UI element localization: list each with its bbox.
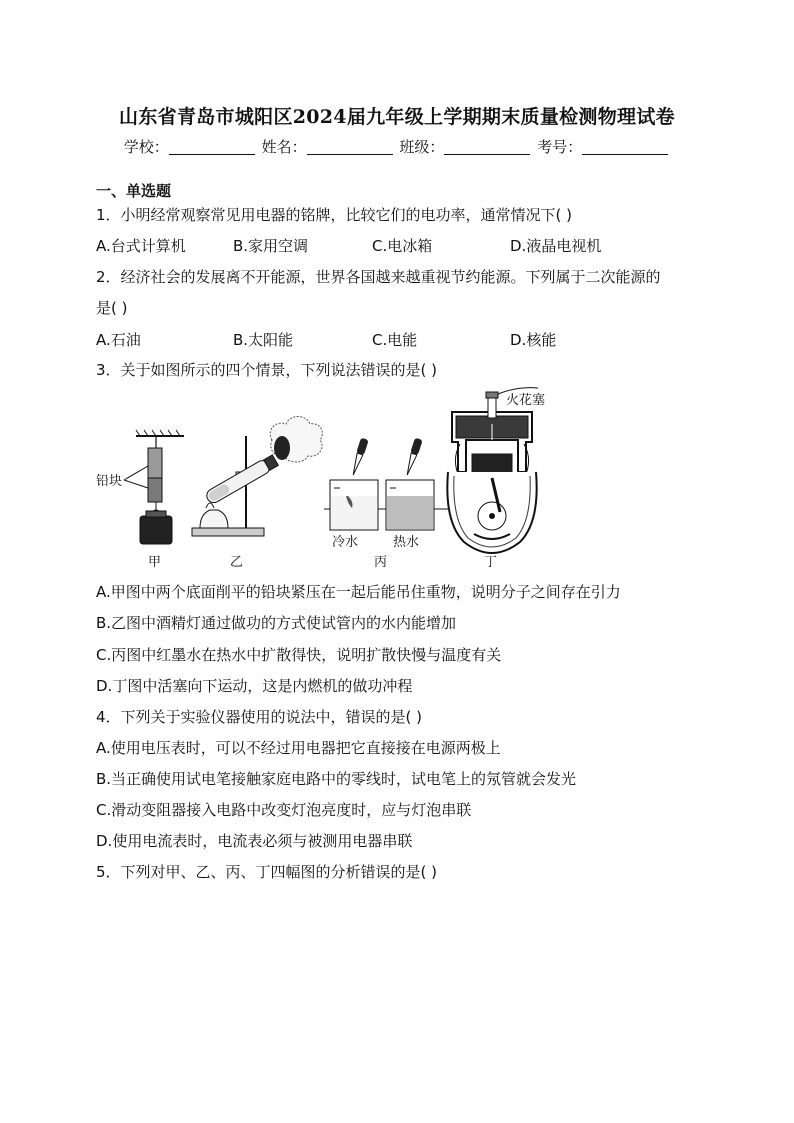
- lead-blocks-scene: [96, 430, 184, 570]
- spark-plug-label: 火花塞: [506, 393, 546, 408]
- q1-option-d: D.液晶电视机: [510, 237, 602, 255]
- class-label: 班级：: [399, 138, 445, 156]
- lead-block-label: 铅块: [96, 474, 123, 489]
- diffusion-scene: [324, 438, 452, 570]
- scene-bing-label: 丙: [374, 555, 388, 570]
- q4-option-b: B.当正确使用试电笔接触家庭电路中的零线时，试电笔上的氖管就会发光: [96, 770, 577, 788]
- q4-option-d: D.使用电流表时，电流表必须与被测用电器串联: [96, 832, 413, 850]
- q4-option-a: A.使用电压表时，可以不经过用电器把它直接接在电源两极上: [96, 739, 501, 757]
- student-info-line: [0, 136, 794, 157]
- q2-option-a: A.石油: [96, 331, 141, 349]
- q3-option-d: D.丁图中活塞向下运动，这是内燃机的做功冲程: [96, 677, 413, 695]
- class-blank[interactable]: [444, 140, 530, 155]
- question-2-stem-line1: 2．经济社会的发展离不开能源，世界各国越来越重视节约能源。下列属于二次能源的: [96, 268, 661, 286]
- alcohol-lamp-scene: [192, 417, 322, 571]
- name-blank[interactable]: [307, 140, 393, 155]
- q4-option-c: C.滑动变阻器接入电路中改变灯泡亮度时，应与灯泡串联: [96, 801, 472, 819]
- q2-option-d: D.核能: [510, 331, 557, 349]
- scene-ding-label: 丁: [484, 555, 498, 570]
- q3-option-a: A.甲图中两个底面削平的铅块紧压在一起后能吊住重物，说明分子之间存在引力: [96, 583, 621, 601]
- question-2-stem-line2: 是( ): [96, 299, 128, 317]
- number-blank[interactable]: [582, 140, 668, 155]
- name-label: 姓名：: [261, 138, 307, 156]
- school-blank[interactable]: [169, 140, 255, 155]
- q2-option-b: B.太阳能: [233, 331, 294, 349]
- q1-option-a: A.台式计算机: [96, 237, 186, 255]
- question-1-stem: 1．小明经常观察常见用电器的铭牌，比较它们的电功率，通常情况下( ): [96, 206, 573, 224]
- hot-water-label: 热水: [393, 535, 420, 550]
- cold-water-label: 冷水: [332, 535, 359, 550]
- four-scenes-figure: [96, 384, 566, 574]
- question-4-stem: 4．下列关于实验仪器使用的说法中，错误的是( ): [96, 708, 423, 726]
- question-3-stem: 3．关于如图所示的四个情景，下列说法错误的是( ): [96, 361, 438, 379]
- section-heading: 一、单选题: [96, 182, 172, 200]
- question-5-stem: 5．下列对甲、乙、丙、丁四幅图的分析错误的是( ): [96, 863, 438, 881]
- number-label: 考号：: [537, 138, 583, 156]
- school-label: 学校：: [123, 138, 169, 156]
- q3-option-b: B.乙图中酒精灯通过做功的方式使试管内的水内能增加: [96, 614, 457, 632]
- scene-jia-label: 甲: [148, 555, 162, 570]
- q1-option-c: C.电冰箱: [372, 237, 433, 255]
- engine-scene: [447, 388, 545, 570]
- q1-option-b: B.家用空调: [233, 237, 309, 255]
- exam-title: 山东省青岛市城阳区2024届九年级上学期期末质量检测物理试卷: [119, 106, 675, 128]
- q3-option-c: C.丙图中红墨水在热水中扩散得快，说明扩散快慢与温度有关: [96, 646, 502, 664]
- scene-yi-label: 乙: [230, 555, 244, 570]
- q2-option-c: C.电能: [372, 331, 418, 349]
